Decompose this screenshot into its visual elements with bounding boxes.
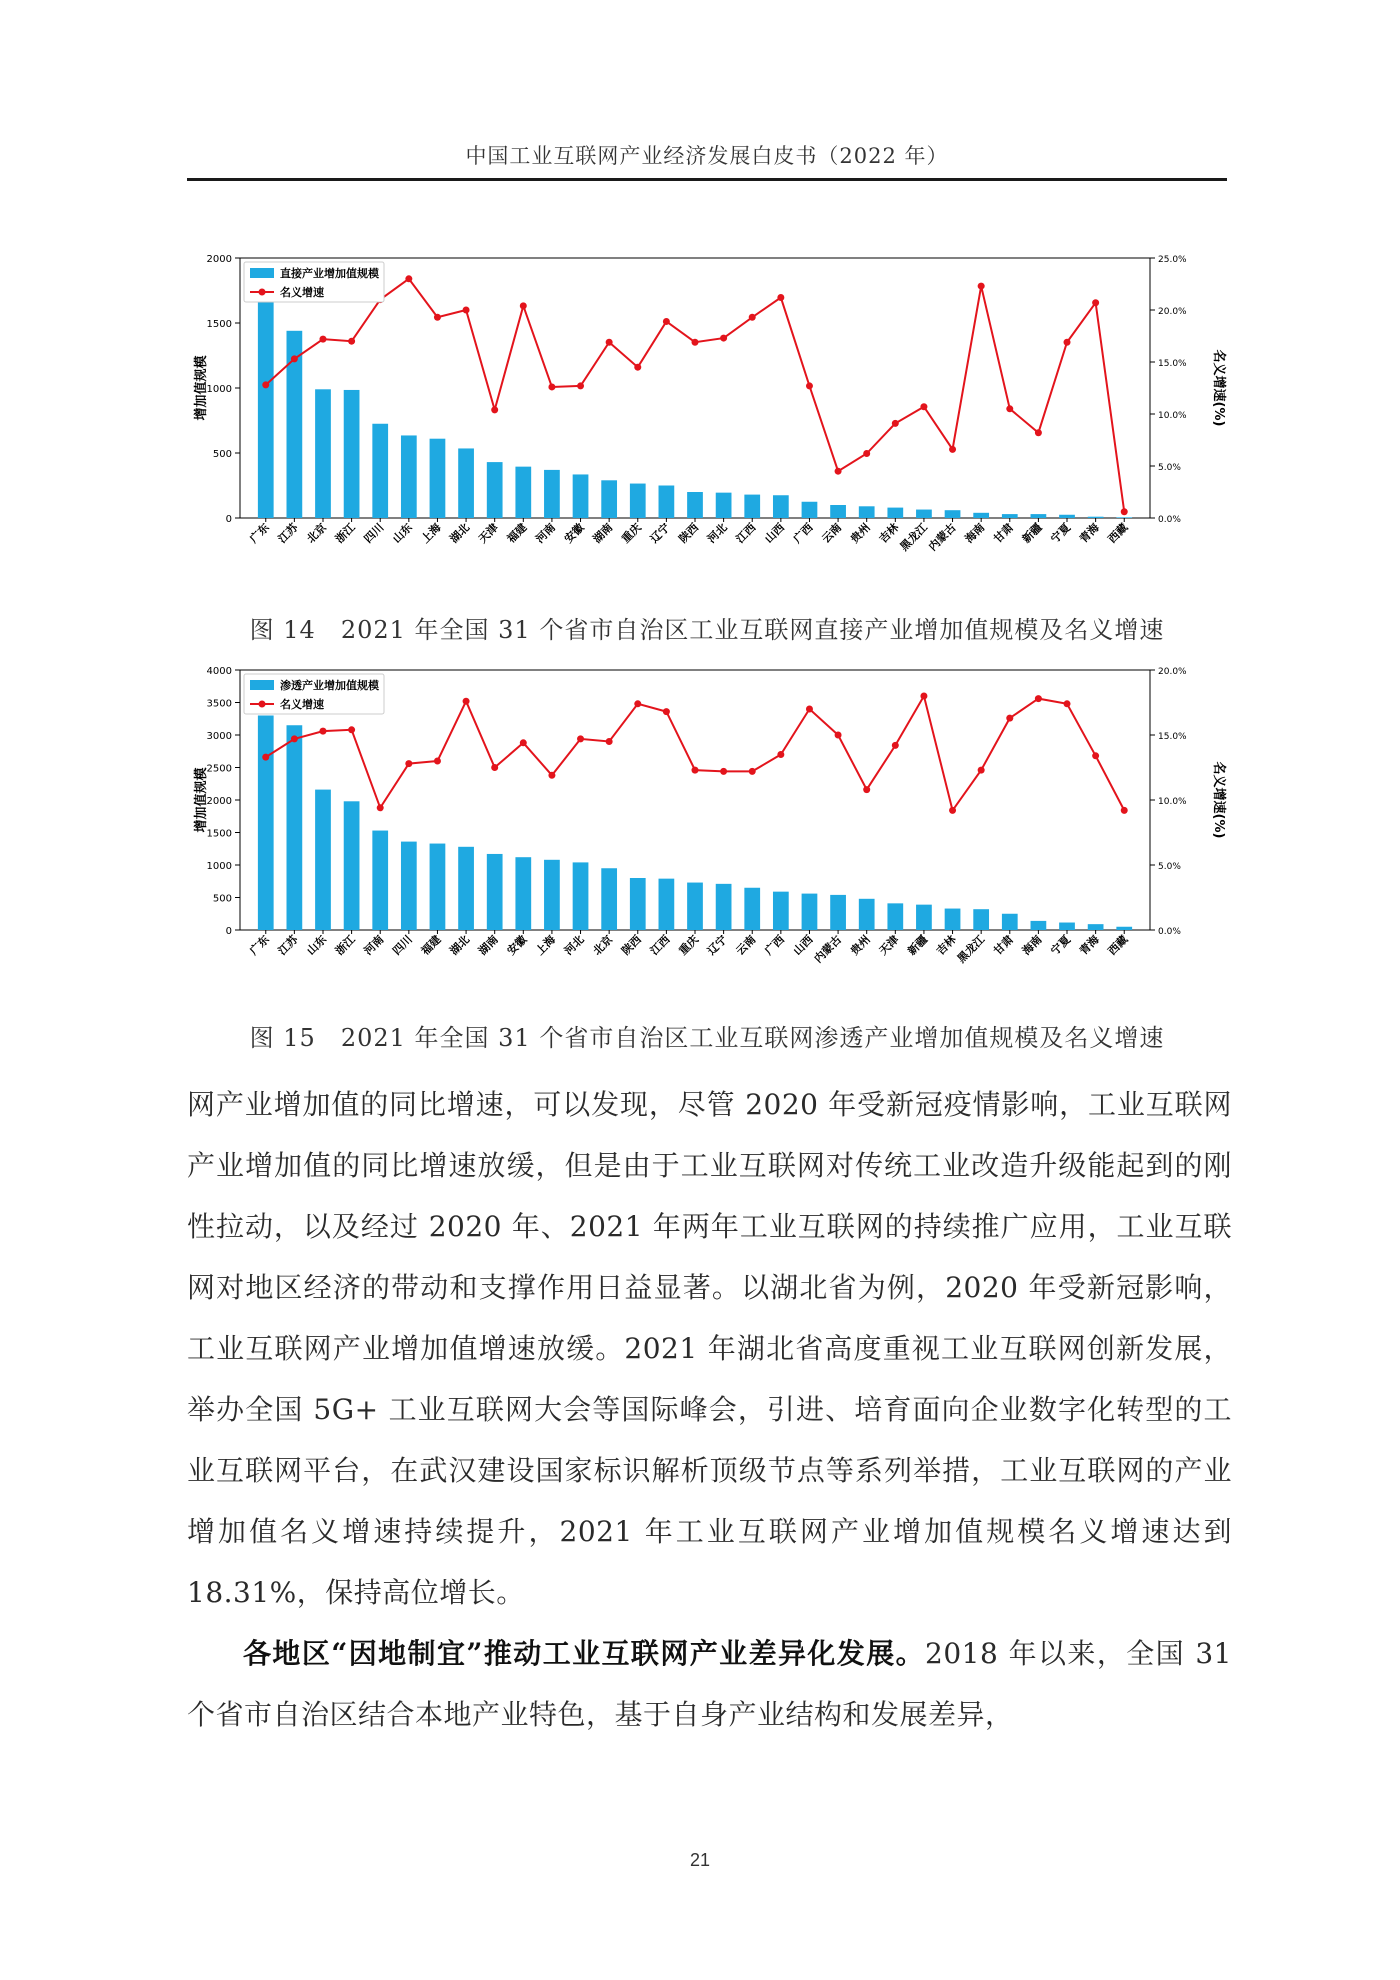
y2-tick-label: 15.0% <box>1158 359 1187 369</box>
y2-tick-label: 25.0% <box>1158 255 1187 265</box>
x-tick-label: 湖北 <box>447 932 473 958</box>
bar-福建 <box>515 467 531 518</box>
x-tick-label: 安徽 <box>561 520 587 546</box>
growth-point-江西 <box>663 708 670 715</box>
growth-point-甘肃 <box>1006 715 1013 722</box>
growth-point-山东 <box>405 275 412 282</box>
growth-point-海南 <box>978 283 985 290</box>
bar-云南 <box>830 505 846 518</box>
bar-湖南 <box>601 480 617 518</box>
bar-北京 <box>601 868 617 930</box>
x-tick-label: 上海 <box>533 932 559 958</box>
growth-point-山西 <box>777 294 784 301</box>
x-tick-label: 福建 <box>418 932 444 958</box>
x-tick-label: 云南 <box>819 520 845 546</box>
x-tick-label: 陕西 <box>676 520 702 546</box>
y-tick-label: 2000 <box>206 796 232 807</box>
x-tick-label: 内蒙古 <box>926 520 959 554</box>
x-tick-label: 江西 <box>647 932 673 958</box>
x-tick-label: 天津 <box>476 520 501 546</box>
bar-内蒙古 <box>830 895 846 930</box>
growth-point-江苏 <box>291 355 298 362</box>
y2-tick-label: 10.0% <box>1158 411 1187 421</box>
x-tick-label: 江苏 <box>275 932 301 958</box>
bar-山西 <box>773 495 789 518</box>
x-tick-label: 云南 <box>733 932 759 958</box>
bar-海南 <box>973 513 989 518</box>
bar-西藏 <box>1116 517 1132 518</box>
y-tick-label: 2500 <box>206 763 232 775</box>
growth-line <box>266 279 1124 512</box>
x-tick-label: 浙江 <box>332 932 358 958</box>
legend-bar-swatch <box>250 680 274 690</box>
growth-point-安徽 <box>520 739 527 746</box>
bar-山东 <box>315 790 331 930</box>
bar-新疆 <box>916 905 932 930</box>
x-tick-label: 山西 <box>762 520 787 546</box>
y2-tick-label: 0.0% <box>1158 515 1181 525</box>
growth-point-内蒙古 <box>835 732 842 739</box>
growth-point-广西 <box>806 382 813 389</box>
growth-point-浙江 <box>348 338 355 345</box>
bar-江西 <box>659 879 675 930</box>
x-tick-label: 山西 <box>790 932 816 958</box>
y-axis-label: 增加值规模 <box>194 767 209 833</box>
bar-重庆 <box>687 883 703 930</box>
paragraph-2-rest: 2018 年以来，全国 31 个省市自治区结合本地产业特色，基于自身产业结构和发展差异， <box>187 1637 1232 1731</box>
x-tick-label: 新疆 <box>1019 520 1045 546</box>
x-tick-label: 河南 <box>533 520 559 546</box>
page-number: 21 <box>689 1850 711 1870</box>
bar-重庆 <box>630 484 646 518</box>
figure-15-caption: 图 15 2021 年全国 31 个省市自治区工业互联网渗透产业增加值规模及名义增速 <box>249 1024 1165 1052</box>
x-tick-label: 北京 <box>304 520 330 546</box>
bar-贵州 <box>859 899 875 930</box>
bar-广东 <box>258 716 274 931</box>
bar-广西 <box>802 502 818 518</box>
bar-河南 <box>372 831 388 930</box>
growth-point-北京 <box>319 336 326 343</box>
x-tick-label: 福建 <box>504 520 530 546</box>
bar-北京 <box>315 389 331 518</box>
growth-point-黑龙江 <box>920 403 927 410</box>
growth-point-宁夏 <box>1064 700 1071 707</box>
growth-point-山西 <box>806 706 813 713</box>
growth-point-河北 <box>720 335 727 342</box>
x-tick-label: 青海 <box>1077 932 1102 958</box>
x-tick-label: 广西 <box>762 932 787 958</box>
growth-point-广东 <box>262 754 269 761</box>
growth-point-贵州 <box>863 450 870 457</box>
x-tick-label: 天津 <box>876 932 902 958</box>
bar-新疆 <box>1031 514 1047 518</box>
bar-陕西 <box>630 878 646 930</box>
bar-天津 <box>487 462 503 518</box>
growth-point-甘肃 <box>1006 405 1013 412</box>
x-tick-label: 贵州 <box>848 520 873 546</box>
chart-penetration-industry <box>185 660 1235 1005</box>
legend-line-label: 名义增速 <box>280 286 324 299</box>
x-tick-label: 重庆 <box>619 520 644 546</box>
y-tick-label: 500 <box>212 449 232 460</box>
growth-point-内蒙古 <box>949 446 956 453</box>
legend-line-label: 名义增速 <box>280 698 324 711</box>
paragraph-1: 网产业增加值的同比增速，可以发现，尽管 2020 年受新冠疫情影响，工业互联网产业增加值的同比增速放缓，但是由于工业互联网对传统工业改造升级能起到的刚性拉动，以及经过 2020 年、2021 年两年工业互联网的持续推广应用，工业互联网对地区经济的带动和支撑作用日益显著。以湖北省为例，2020 年受新冠影响，工业互联网产业增加值增速放缓。2021 年湖北省高度重视工业互联网创新发展，举办全国 5G+ 工业互联网大会等国际峰会，引进、培育面向企业数字化转型的工业互联网平台，在武汉建设国家标识解析顶级节点等系列举措，工业互联网的产业增加值名义增速持续提升，2021 年工业互联网产业增加值规模名义增速达到 18.31%，保持高位增长。 <box>187 1088 1232 1609</box>
growth-point-上海 <box>548 772 555 779</box>
x-tick-label: 西藏 <box>1105 932 1131 958</box>
bar-内蒙古 <box>945 510 961 518</box>
x-tick-label: 黑龙江 <box>897 520 931 554</box>
growth-point-河北 <box>577 735 584 742</box>
bar-江西 <box>744 495 760 518</box>
bar-湖北 <box>458 448 474 518</box>
growth-point-广西 <box>777 751 784 758</box>
y-tick-label: 1500 <box>206 828 232 840</box>
x-tick-label: 山东 <box>390 520 415 546</box>
growth-point-云南 <box>749 768 756 775</box>
y2-axis-label: 名义增速(%) <box>1211 761 1226 839</box>
x-tick-label: 黑龙江 <box>954 932 988 966</box>
bar-青海 <box>1088 924 1104 930</box>
bar-河北 <box>573 862 589 930</box>
growth-point-河南 <box>548 383 555 390</box>
chart-direct-industry <box>185 248 1235 593</box>
bar-西藏 <box>1116 927 1132 930</box>
bar-安徽 <box>515 857 531 930</box>
growth-point-重庆 <box>692 767 699 774</box>
x-tick-label: 甘肃 <box>991 932 1016 958</box>
bar-广西 <box>773 892 789 930</box>
y2-tick-label: 5.0% <box>1158 862 1181 872</box>
bar-山东 <box>401 435 417 518</box>
growth-point-吉林 <box>892 420 899 427</box>
growth-point-青海 <box>1092 752 1099 759</box>
bar-天津 <box>887 903 903 930</box>
x-tick-label: 陕西 <box>619 932 644 958</box>
growth-point-西藏 <box>1121 508 1128 515</box>
y-tick-label: 3000 <box>206 731 232 742</box>
growth-point-湖北 <box>463 307 470 314</box>
legend-bar-label: 渗透产业增加值规模 <box>280 679 379 692</box>
legend-bar-label: 直接产业增加值规模 <box>280 267 379 280</box>
bar-贵州 <box>859 506 875 518</box>
header-rule <box>187 178 1227 181</box>
x-tick-label: 广东 <box>247 932 272 958</box>
growth-point-新疆 <box>920 693 927 700</box>
growth-point-新疆 <box>1035 429 1042 436</box>
bar-江苏 <box>287 725 303 930</box>
x-tick-label: 江西 <box>733 520 759 546</box>
y-tick-label: 1500 <box>206 319 232 330</box>
growth-point-北京 <box>606 738 613 745</box>
y2-tick-label: 5.0% <box>1158 463 1181 473</box>
growth-point-天津 <box>491 406 498 413</box>
x-tick-label: 湖南 <box>590 520 616 546</box>
growth-point-重庆 <box>634 364 641 371</box>
growth-point-湖北 <box>463 698 470 705</box>
bar-青海 <box>1088 517 1104 518</box>
x-tick-label: 广东 <box>247 520 272 546</box>
bar-辽宁 <box>659 486 675 519</box>
bar-湖南 <box>487 854 503 930</box>
bar-河北 <box>716 493 732 518</box>
x-tick-label: 辽宁 <box>704 932 730 958</box>
bar-吉林 <box>945 909 961 930</box>
x-tick-label: 新疆 <box>905 932 931 958</box>
x-tick-label: 安徽 <box>504 932 530 958</box>
bar-上海 <box>544 860 560 930</box>
growth-point-上海 <box>434 314 441 321</box>
growth-point-安徽 <box>577 382 584 389</box>
y2-tick-label: 10.0% <box>1158 797 1187 807</box>
bar-云南 <box>744 888 760 930</box>
y-tick-label: 4000 <box>206 666 232 677</box>
x-tick-label: 湖南 <box>476 932 501 958</box>
growth-point-四川 <box>405 760 412 767</box>
x-tick-label: 西藏 <box>1105 520 1131 546</box>
bar-浙江 <box>344 390 360 518</box>
bar-上海 <box>430 439 446 518</box>
growth-point-天津 <box>892 742 899 749</box>
x-tick-label: 青海 <box>1077 520 1102 546</box>
growth-point-陕西 <box>692 339 699 346</box>
x-tick-label: 宁夏 <box>1048 932 1074 958</box>
bar-黑龙江 <box>916 510 932 518</box>
x-tick-label: 辽宁 <box>647 520 673 546</box>
page-header: 中国工业互联网产业经济发展白皮书（2022 年） <box>465 144 949 168</box>
y2-tick-label: 20.0% <box>1158 307 1187 317</box>
x-tick-label: 海南 <box>1019 932 1045 958</box>
growth-point-湖南 <box>606 339 613 346</box>
legend-bar-swatch <box>250 268 274 278</box>
bar-吉林 <box>887 508 903 518</box>
y-tick-label: 2000 <box>206 254 232 265</box>
bar-湖北 <box>458 847 474 930</box>
x-tick-label: 四川 <box>361 520 387 546</box>
growth-point-江苏 <box>291 735 298 742</box>
y-tick-label: 0 <box>225 926 232 937</box>
bar-河南 <box>544 470 560 518</box>
growth-point-广东 <box>262 381 269 388</box>
bar-四川 <box>372 424 388 518</box>
growth-point-西藏 <box>1121 807 1128 814</box>
bar-黑龙江 <box>973 909 989 930</box>
growth-point-福建 <box>520 302 527 309</box>
x-tick-label: 海南 <box>962 520 988 546</box>
x-tick-label: 湖北 <box>447 520 473 546</box>
x-tick-label: 吉林 <box>933 932 959 958</box>
y-tick-label: 3500 <box>206 698 232 710</box>
growth-point-浙江 <box>348 726 355 733</box>
x-tick-label: 山东 <box>304 932 330 958</box>
growth-point-云南 <box>835 468 842 475</box>
y2-tick-label: 15.0% <box>1158 732 1187 742</box>
x-tick-label: 河南 <box>361 932 387 958</box>
x-tick-label: 河北 <box>561 932 587 958</box>
growth-point-黑龙江 <box>978 767 985 774</box>
bar-宁夏 <box>1059 923 1075 930</box>
x-tick-label: 四川 <box>390 932 415 958</box>
bar-四川 <box>401 842 417 930</box>
growth-point-吉林 <box>949 807 956 814</box>
growth-point-辽宁 <box>663 318 670 325</box>
y2-tick-label: 20.0% <box>1158 667 1187 677</box>
bar-陕西 <box>687 492 703 518</box>
x-tick-label: 北京 <box>590 932 616 958</box>
bar-安徽 <box>573 474 589 518</box>
paragraph-2 <box>187 1623 1232 1745</box>
y-tick-label: 0 <box>225 514 232 525</box>
x-tick-label: 重庆 <box>676 932 702 958</box>
x-tick-label: 广西 <box>790 520 816 546</box>
bar-甘肃 <box>1002 514 1018 518</box>
growth-line <box>266 696 1124 810</box>
x-tick-label: 江苏 <box>275 520 301 546</box>
y-tick-label: 1000 <box>206 861 232 872</box>
growth-point-江西 <box>749 314 756 321</box>
growth-point-海南 <box>1035 695 1042 702</box>
bar-甘肃 <box>1002 914 1018 930</box>
bar-山西 <box>802 894 818 930</box>
bar-海南 <box>1031 921 1047 930</box>
x-tick-label: 浙江 <box>332 520 358 546</box>
bar-宁夏 <box>1059 515 1075 518</box>
legend-line-marker <box>259 701 266 708</box>
figure-14-caption: 图 14 2021 年全国 31 个省市自治区工业互联网直接产业增加值规模及名义增速 <box>249 616 1165 644</box>
legend-line-marker <box>259 289 266 296</box>
y2-tick-label: 0.0% <box>1158 927 1181 937</box>
growth-point-宁夏 <box>1064 339 1071 346</box>
paragraph-2-lead: 各地区“因地制宜”推动工业互联网产业差异化发展。 <box>243 1637 926 1670</box>
x-tick-label: 吉林 <box>876 520 902 546</box>
growth-point-福建 <box>434 758 441 765</box>
growth-point-山东 <box>319 728 326 735</box>
growth-point-辽宁 <box>720 768 727 775</box>
growth-point-青海 <box>1092 299 1099 306</box>
x-tick-label: 上海 <box>418 520 444 546</box>
growth-point-湖南 <box>491 764 498 771</box>
y2-axis-label: 名义增速(%) <box>1211 349 1226 427</box>
x-tick-label: 内蒙古 <box>811 932 845 966</box>
body-text <box>187 1074 1232 1745</box>
growth-point-贵州 <box>863 786 870 793</box>
y-axis-label: 增加值规模 <box>194 355 209 421</box>
bar-辽宁 <box>716 884 732 930</box>
x-tick-label: 宁夏 <box>1048 520 1074 546</box>
bar-浙江 <box>344 801 360 930</box>
x-tick-label: 甘肃 <box>991 520 1016 546</box>
x-tick-label: 贵州 <box>848 932 873 958</box>
x-tick-label: 河北 <box>704 520 730 546</box>
bar-福建 <box>430 844 446 930</box>
y-tick-label: 1000 <box>206 384 232 395</box>
bar-广东 <box>258 272 274 518</box>
y-tick-label: 500 <box>212 893 232 905</box>
growth-point-陕西 <box>634 700 641 707</box>
growth-point-河南 <box>377 804 384 811</box>
